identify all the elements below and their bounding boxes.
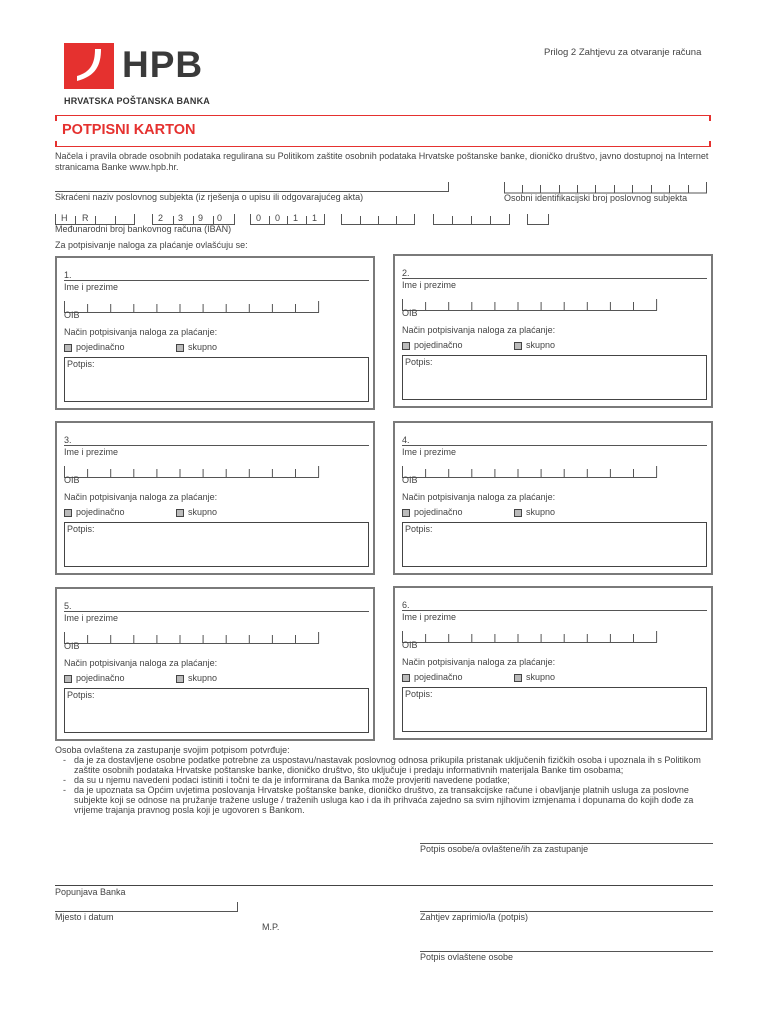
individual-option[interactable] [402, 672, 463, 682]
signatory-box [393, 254, 713, 408]
confirmation-bullet-1a: da je za dostavljene osobne podatke potrebne za uspostavu/nastavak poslovnog odnosa prikupila pristanak uključenih fizičkih osoba i upoznala ih s Politikom [74, 755, 701, 765]
oib-label: OIB [64, 475, 80, 485]
signature-field[interactable] [402, 355, 707, 400]
iban-char: 1 [312, 213, 318, 223]
oib-label: OIB [402, 640, 418, 650]
signatory-number: 4. [402, 435, 410, 445]
joint-label: skupno [188, 342, 218, 352]
iban-label: Međunarodni broj bankovnog računa (IBAN) [55, 224, 232, 234]
auth-signature-label: Potpis ovlaštene osobe [420, 952, 514, 962]
joint-label: skupno [188, 507, 218, 517]
name-label: Ime i prezime [402, 280, 457, 290]
oib-field[interactable] [64, 300, 320, 318]
bullet-dash: - [63, 775, 66, 785]
joint-checkbox[interactable] [176, 344, 184, 352]
iban-char: H [61, 213, 68, 223]
bullet-dash: - [63, 785, 66, 795]
iban-char: 0 [275, 213, 281, 223]
signature-field[interactable] [402, 687, 707, 732]
signature-label: Potpis: [405, 524, 433, 534]
signing-method-label: Način potpisivanja naloga za plaćanje: [402, 492, 556, 502]
oib-label: OIB [402, 308, 418, 318]
signatory-box [393, 586, 713, 740]
hpb-logo-mark [64, 43, 114, 89]
joint-option[interactable] [176, 342, 217, 352]
name-label: Ime i prezime [64, 282, 119, 292]
signatory-number: 2. [402, 268, 410, 278]
signature-label: Potpis: [405, 689, 433, 699]
logo-text: HPB [122, 44, 204, 85]
name-field[interactable] [64, 611, 369, 612]
confirmation-bullet-3b: subjekte koji se odnose na pružanje tražene usluge / traženih usluga kao i da ih prihvaća zajedno sa svim njihovim izmjenama i dopunama do kojih dođe za [74, 795, 694, 805]
individual-label: pojedinačno [76, 342, 125, 352]
signature-field[interactable] [64, 688, 369, 733]
name-field[interactable] [402, 610, 707, 611]
name-label: Ime i prezime [64, 447, 119, 457]
signatory-box [393, 421, 713, 575]
signature-label: Potpis: [67, 524, 95, 534]
signature-label: Potpis: [67, 690, 95, 700]
joint-option[interactable] [514, 672, 555, 682]
signatory-box [55, 256, 375, 410]
joint-option[interactable] [176, 507, 217, 517]
name-field[interactable] [402, 445, 707, 446]
iban-char: R [82, 213, 89, 223]
individual-label: pojedinačno [414, 340, 463, 350]
signatory-box [55, 421, 375, 575]
joint-checkbox[interactable] [514, 509, 522, 517]
rep-signature-label: Potpis osobe/a ovlaštene/ih za zastupanje [420, 844, 589, 854]
name-field[interactable] [402, 278, 707, 279]
oib-label: OIB [64, 641, 80, 651]
joint-option[interactable] [176, 673, 217, 683]
individual-checkbox[interactable] [64, 675, 72, 683]
stamp-label: M.P. [262, 922, 280, 932]
bullet-dash: - [63, 755, 66, 765]
authorize-label: Za potpisivanje naloga za plaćanje ovlašćuju se: [55, 240, 248, 250]
signing-method-label: Način potpisivanja naloga za plaćanje: [402, 657, 556, 667]
individual-option[interactable] [64, 673, 125, 683]
signatory-number: 6. [402, 600, 410, 610]
name-field[interactable] [64, 445, 369, 446]
individual-label: pojedinačno [414, 507, 463, 517]
individual-option[interactable] [64, 342, 125, 352]
individual-option[interactable] [402, 507, 463, 517]
field-tick [448, 182, 449, 192]
individual-option[interactable] [64, 507, 125, 517]
signing-method-label: Način potpisivanja naloga za plaćanje: [402, 325, 556, 335]
title-corner [55, 141, 57, 147]
appendix-label: Prilog 2 Zahtjevu za otvaranje računa [544, 47, 702, 58]
intro-text: Načela i pravila obrade osobnih podataka regulirana su Politikom zaštite osobnih podataka Hrvatske poštanske banke, dioničko društvo, javno dostupnoj na Internet stranicama Banke www.hpb.hr. [55, 151, 709, 172]
individual-checkbox[interactable] [402, 342, 410, 350]
signatory-number: 3. [64, 435, 72, 445]
oib-ticks [64, 632, 320, 644]
title-corner [709, 115, 711, 121]
joint-option[interactable] [514, 507, 555, 517]
title-corner [709, 141, 711, 147]
signatory-number: 1. [64, 270, 72, 280]
received-by-label: Zahtjev zaprimio/la (potpis) [420, 912, 529, 922]
oib-ticks [64, 466, 320, 478]
subject-oib-label: Osobni identifikacijski broj poslovnog subjekta [504, 193, 688, 203]
joint-checkbox[interactable] [514, 342, 522, 350]
individual-checkbox[interactable] [402, 509, 410, 517]
page-title: POTPISNI KARTON [62, 122, 196, 138]
bank-name: HRVATSKA POŠTANSKA BANKA [64, 96, 210, 106]
iban-char: 0 [217, 213, 223, 223]
confirmation-heading: Osoba ovlaštena za zastupanje svojim potpisom potvrđuje: [55, 745, 290, 755]
iban-char: 3 [178, 213, 184, 223]
oib-ticks [402, 299, 658, 311]
individual-label: pojedinačno [76, 507, 125, 517]
individual-label: pojedinačno [414, 672, 463, 682]
signing-method-label: Način potpisivanja naloga za plaćanje: [64, 327, 218, 337]
joint-checkbox[interactable] [176, 675, 184, 683]
subject-name-label: Skraćeni naziv poslovnog subjekta (iz rješenja o upisu ili odgovarajućeg akta) [55, 192, 364, 202]
bank-fill-label: Popunjava Banka [55, 887, 126, 897]
oib-ticks [402, 631, 658, 643]
signature-label: Potpis: [67, 359, 95, 369]
iban-char: 1 [293, 213, 299, 223]
iban-char: 9 [198, 213, 204, 223]
joint-label: skupno [188, 673, 218, 683]
field-tick [237, 902, 238, 912]
iban-char: 0 [256, 213, 262, 223]
oib-ticks [402, 466, 658, 478]
confirmation-bullet-3a: da je upoznata sa Općim uvjetima poslovanja Hrvatske poštanske banke, dioničko društvo, za transakcijske račune i obavljanje platnih usluga za poslovne [74, 785, 689, 795]
name-label: Ime i prezime [402, 447, 457, 457]
individual-label: pojedinačno [76, 673, 125, 683]
signing-method-label: Način potpisivanja naloga za plaćanje: [64, 658, 218, 668]
name-label: Ime i prezime [402, 612, 457, 622]
joint-label: skupno [526, 340, 556, 350]
oib-field[interactable] [402, 298, 658, 316]
oib-label: OIB [402, 475, 418, 485]
individual-option[interactable] [402, 340, 463, 350]
signing-method-label: Način potpisivanja naloga za plaćanje: [64, 492, 218, 502]
iban-char: 2 [158, 213, 164, 223]
name-field[interactable] [64, 280, 369, 281]
oib-field[interactable] [64, 465, 320, 483]
signature-field[interactable] [402, 522, 707, 567]
joint-option[interactable] [514, 340, 555, 350]
signature-field[interactable] [64, 357, 369, 402]
oib-field[interactable] [64, 631, 320, 649]
joint-checkbox[interactable] [176, 509, 184, 517]
oib-ticks [64, 301, 320, 313]
joint-checkbox[interactable] [514, 674, 522, 682]
confirmation-bullet-2: da su u njemu navedeni podaci istiniti i točni te da je informirana da Banka može provjeriti navedene podatke; [74, 775, 510, 785]
individual-checkbox[interactable] [402, 674, 410, 682]
signature-field[interactable] [64, 522, 369, 567]
individual-checkbox[interactable] [64, 344, 72, 352]
joint-label: skupno [526, 672, 556, 682]
name-label: Ime i prezime [64, 613, 119, 623]
title-corner [55, 115, 57, 121]
signatory-number: 5. [64, 601, 72, 611]
oib-field[interactable] [402, 465, 658, 483]
oib-label: OIB [64, 310, 80, 320]
confirmation-bullet-3c: vrijeme trajanja pravnog posla koji je ugovoren s Bankom. [74, 805, 305, 815]
confirmation-bullet-1b: zaštite osobnih podataka Hrvatske poštanske banke, dioničko društvo, što uključuje i predaju informativnih materijala Banke tim osobama; [74, 765, 624, 775]
joint-label: skupno [526, 507, 556, 517]
divider [55, 885, 713, 886]
oib-field[interactable] [402, 630, 658, 648]
signatory-box [55, 587, 375, 741]
place-date-label: Mjesto i datum [55, 912, 114, 922]
individual-checkbox[interactable] [64, 509, 72, 517]
signature-label: Potpis: [405, 357, 433, 367]
